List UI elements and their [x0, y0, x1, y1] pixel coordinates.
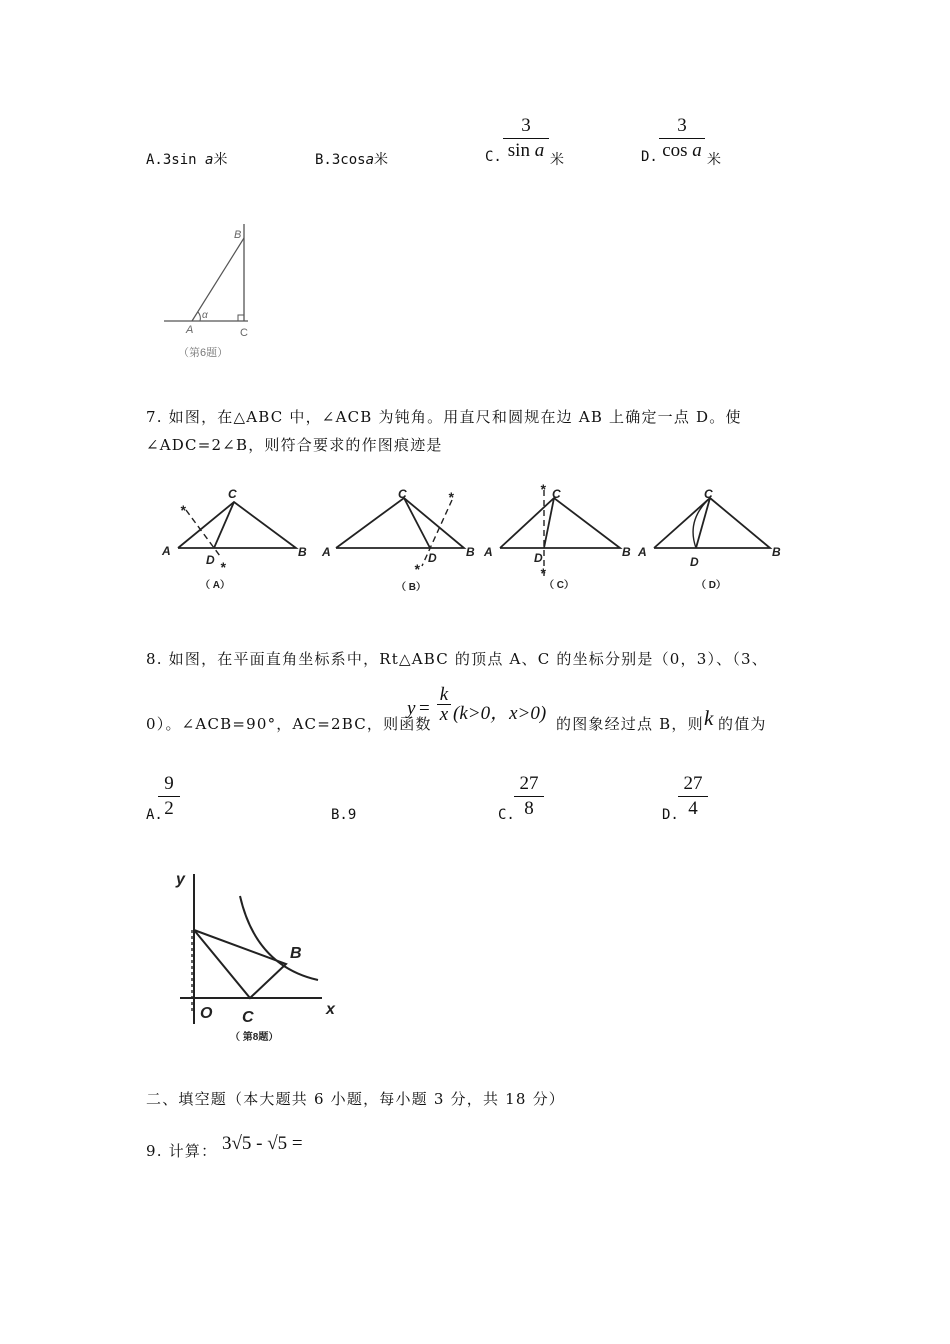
- q8-option-d-fraction: 27 4: [678, 774, 708, 818]
- q6-label-angle: α: [202, 310, 208, 321]
- q8-k-symbol: k: [704, 706, 714, 730]
- svg-text:C: C: [228, 487, 237, 501]
- svg-text:A: A: [162, 544, 171, 558]
- svg-text:C: C: [398, 487, 407, 501]
- q9-expression: 3√5 - √5 =: [222, 1133, 303, 1154]
- q7-figures: [150, 480, 810, 600]
- q8-line2-start: 0）。∠ACB=90°，AC=2BC，则函数: [146, 715, 432, 733]
- svg-text:B: B: [466, 545, 475, 559]
- q6-caption: （第6题）: [178, 347, 229, 359]
- q8-line2-tail: 的值为: [718, 715, 767, 733]
- q8-option-a-prefix: A.: [146, 807, 163, 823]
- q6-option-d-prefix: D.: [641, 149, 658, 165]
- q6-option-d-suffix: 米: [707, 152, 721, 168]
- svg-text:（ C）: （ C）: [544, 580, 574, 591]
- q8-option-a-fraction: 9 2: [158, 774, 180, 818]
- q8-axis-y-label: y: [176, 871, 185, 888]
- q6-option-b: B.3cosa米: [315, 152, 389, 168]
- q6-label-c: C: [240, 327, 248, 339]
- section2-title: 二、填空题（本大题共 6 小题，每小题 3 分，共 18 分）: [146, 1090, 565, 1108]
- q7-line2: ∠ADC=2∠B，则符合要求的作图痕迹是: [146, 436, 443, 454]
- q8-line1: 8. 如图，在平面直角坐标系中，Rt△ABC 的顶点 A、C 的坐标分别是（0，3）、（3、: [146, 650, 768, 668]
- svg-text:D: D: [206, 553, 215, 567]
- svg-text:*: *: [220, 559, 226, 575]
- q8-label-o: O: [200, 1005, 213, 1022]
- svg-text:C: C: [552, 487, 561, 501]
- q8-axis-x-label: x: [326, 1001, 335, 1018]
- svg-text:C: C: [704, 487, 713, 501]
- svg-text:B: B: [772, 545, 781, 559]
- svg-text:D: D: [428, 551, 437, 565]
- svg-text:*: *: [448, 489, 454, 505]
- q6-label-b: B: [234, 229, 242, 241]
- svg-text:*: *: [540, 565, 546, 581]
- q6-figure: [160, 220, 270, 365]
- svg-text:*: *: [180, 502, 186, 518]
- q8-option-c-fraction: 27 8: [514, 774, 544, 818]
- q6-option-d-fraction: 3 cos a: [659, 116, 705, 160]
- q6-label-a: A: [186, 324, 194, 336]
- svg-text:（ B）: （ B）: [396, 582, 426, 593]
- q8-figure: [160, 862, 350, 1052]
- q8-caption: （ 第8题）: [230, 1032, 279, 1043]
- q8-label-c: C: [242, 1009, 254, 1026]
- svg-text:A: A: [484, 545, 493, 559]
- q8-option-b: B.9: [331, 807, 357, 823]
- svg-text:D: D: [690, 555, 699, 569]
- q9-label: 9. 计算：: [146, 1142, 218, 1160]
- svg-text:A: A: [638, 545, 647, 559]
- svg-text:（ A）: （ A）: [200, 580, 230, 591]
- q6-option-c-fraction: 3 sin a: [503, 116, 549, 160]
- svg-text:D: D: [534, 551, 543, 565]
- q8-label-b: B: [290, 945, 302, 962]
- svg-text:*: *: [414, 561, 420, 577]
- q6-option-c-suffix: 米: [550, 152, 564, 168]
- q7-line1: 7. 如图，在△ABC 中，∠ACB 为钝角。用直尺和圆规在边 AB 上确定一点 D。使: [146, 408, 742, 426]
- q8-option-c-prefix: C.: [498, 807, 515, 823]
- q6-option-c-prefix: C.: [485, 149, 502, 165]
- svg-text:*: *: [540, 481, 546, 497]
- svg-text:B: B: [622, 545, 631, 559]
- svg-text:A: A: [322, 545, 331, 559]
- svg-text:B: B: [298, 545, 307, 559]
- q8-line2-end: 的图象经过点 B，则: [556, 715, 704, 733]
- q6-option-a: A.3sin a米: [146, 152, 228, 168]
- svg-text:（ D）: （ D）: [696, 580, 726, 591]
- q8-option-d-prefix: D.: [662, 807, 679, 823]
